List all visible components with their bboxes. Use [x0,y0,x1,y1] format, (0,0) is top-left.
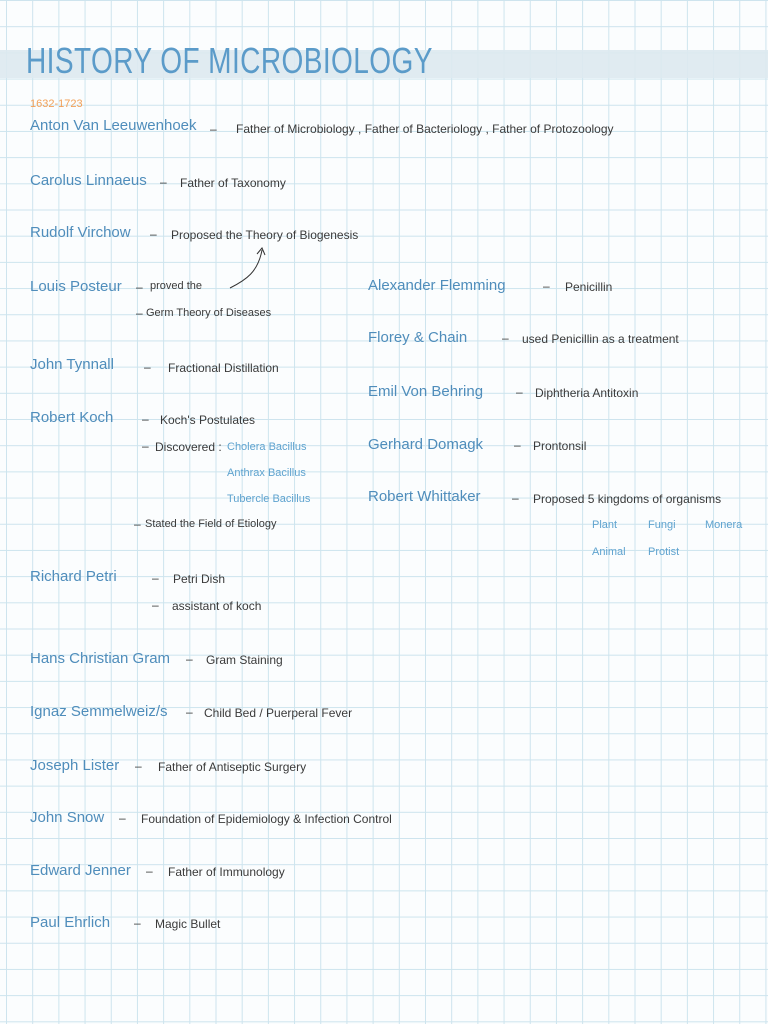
entry-desc-semmelweis: Child Bed / Puerperal Fever [204,706,353,720]
dash: – [119,811,126,825]
entry-desc-petri-2: assistant of koch [172,599,262,613]
entry-desc-pasteur-1: proved the [150,280,202,292]
dash: – [142,439,149,453]
koch-discovery-item: Tubercle Bacillus [227,493,311,505]
entry-desc-petri-1: Petri Dish [173,572,226,586]
entry-desc-pasteur-2: Germ Theory of Diseases [146,307,272,319]
entry-discovered-label: Discovered : [155,440,222,454]
dash: – [514,438,521,452]
dash: – [516,385,523,399]
entry-name-linnaeus: Carolus Linnaeus [30,172,147,189]
entry-desc-domagk: Prontonsil [533,439,587,453]
entry-desc-gram: Gram Staining [206,653,283,667]
dash: – [186,705,193,719]
entry-desc-linnaeus: Father of Taxonomy [180,176,286,190]
entry-name-ehrlich: Paul Ehrlich [30,914,111,931]
kingdom-item: Plant [592,519,618,531]
entry-name-jenner: Edward Jenner [30,862,131,879]
entry-name-leeuwenhoek: Anton Van Leeuwenhoek [30,117,197,134]
entry-name-domagk: Gerhard Domagk [368,436,484,453]
entry-desc-tyndall: Fractional Distillation [168,361,279,375]
dash: – [502,331,509,345]
kingdom-item: Animal [592,546,626,558]
entry-name-behring: Emil Von Behring [368,383,484,400]
koch-discovery-item: Cholera Bacillus [227,441,307,453]
dash: – [186,652,193,666]
entry-desc-koch-1: Koch's Postulates [160,413,256,427]
entry-desc-jenner: Father of Immunology [168,865,285,879]
entry-name-koch: Robert Koch [30,409,114,426]
entry-desc-behring: Diphtheria Antitoxin [535,386,639,400]
entry-desc-fleming: Penicillin [565,280,613,294]
dash: – [142,412,149,426]
dash: – [144,360,151,374]
dash: – [152,598,159,612]
entry-name-florey: Florey & Chain [368,329,468,346]
page-title: HISTORY OF MICROBIOLOGY [26,40,433,81]
entry-name-snow: John Snow [30,809,105,826]
entry-name-tyndall: John Tynnall [30,356,114,373]
entry-desc-florey: used Penicillin as a treatment [522,332,679,346]
entry-name-virchow: Rudolf Virchow [30,224,131,241]
entry-desc-koch-3: Stated the Field of Etiology [145,518,277,530]
entry-desc-lister: Father of Antiseptic Surgery [158,760,307,774]
entry-name-semmelweis: Ignaz Semmelweiz/s [30,703,168,720]
entry-name-fleming: Alexander Flemming [368,277,506,294]
dash: – [160,175,167,189]
entry-desc-whittaker: Proposed 5 kingdoms of organisms [533,492,722,506]
entry-name-petri: Richard Petri [30,568,117,585]
dash: – [134,916,141,930]
entry-desc-virchow: Proposed the Theory of Biogenesis [171,228,359,242]
entry-desc-ehrlich: Magic Bullet [155,917,221,931]
dash: – [136,280,143,294]
dash: – [134,517,141,531]
dash: – [146,864,153,878]
entry-name-whittaker: Robert Whittaker [368,488,481,505]
dash: – [136,306,143,320]
entry-name-gram: Hans Christian Gram [30,650,171,667]
dash: – [152,571,159,585]
dash: – [210,122,217,136]
kingdom-item: Monera [705,519,743,531]
entry-desc-leeuwenhoek: Father of Microbiology , Father of Bacteriology , Father of Protozoology [236,122,614,136]
date-range: 1632-1723 [30,98,83,110]
dash: – [150,227,157,241]
entry-name-lister: Joseph Lister [30,757,120,774]
dash: – [543,279,550,293]
dash: – [512,491,519,505]
entry-name-pasteur: Louis Posteur [30,278,122,295]
koch-discovery-item: Anthrax Bacillus [227,467,306,479]
entry-desc-snow: Foundation of Epidemiology & Infection Control [141,812,392,826]
kingdom-item: Protist [648,546,680,558]
dash: – [135,759,142,773]
kingdom-item: Fungi [648,519,676,531]
arrow-icon [226,244,270,292]
